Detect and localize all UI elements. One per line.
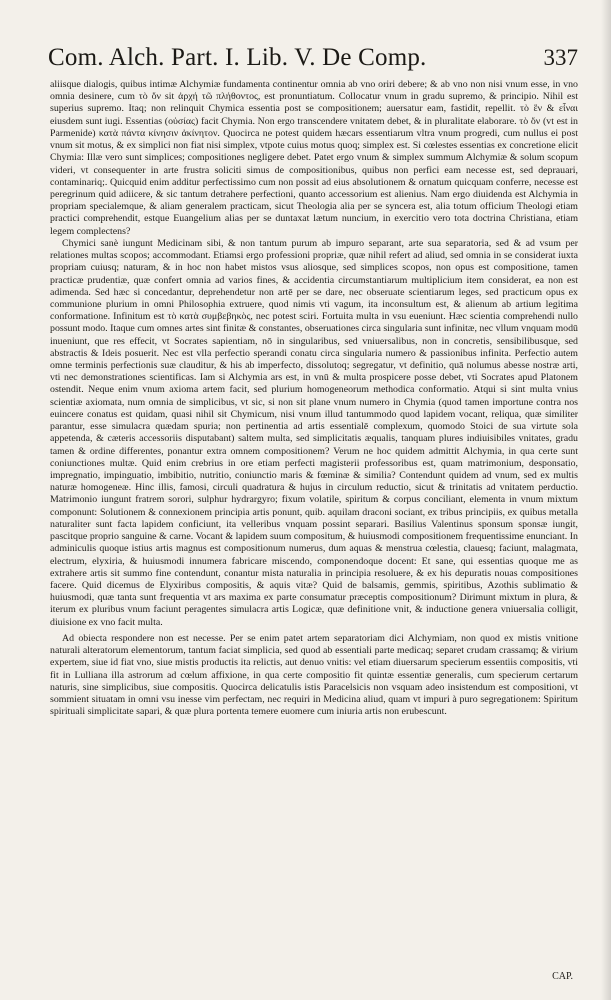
running-title: Com. Alch. Part. I. Lib. V. De Comp.	[48, 44, 427, 71]
paragraph: Ad obiecta respondere non est necesse. Per se enim patet artem separatoriam dici Alchymiam, non quod ex mistis vnitione naturali alteratorum elementorum, tantum faciat simplicia, sed quod ab essentiali parte medicaq; separet crudam crassamq; & virium expertem, siue id fiat vno, siue mistis productis ita relictis, aut denuo vnitis: vel etiam diuersarum specierum essentiis compositis, vti fit in Lulliana illa astrorum ad cœlum affixione, in qua certe compositio fit quintæ essentiæ generalis, cum specierum certarum naturis, sine simplicibus, siue compositis. Quocirca delicatulis istis Paracelsicis non vsquam adeo insistendum est compositioni, vt sommient situatam in omni vsu inesse vim perfectam, nec requiri in Medicina aliud, quam vt impuri à puro segregationem: Spiritum spirituali simplicitate sapari, & quæ plura portenta temere euomere cum iniuria artis non erubescunt.	[50, 632, 578, 718]
paragraph: aliisque dialogis, quibus intimæ Alchymiæ fundamenta continentur omnia ab vno oriri debere; & ab vno non nisi vnum esse, in vno omnia desinere, cum τὸ ὄν sit ἀρχή τῶ πλήθοντος, est pronuntiatum. Collocatur vnum in gradu supremo, & principio. Nihil est superius supremo. Itaq; non relinquit Chymica essentia post se compositionem; auersatur eam, fastidit, repellit. τὸ ἓν & εἶναι eiusdem sunt iugi. Essentias (οὐσίας) facit Chymia. Non ergo transcendere vnitatem debet, & in pluralitate elaborare. τὸ ὄν (vt est in Parmenide) κατὰ πάντα κίνησιν ἀκίνητον. Quocirca ne potest quidem hæcars essentiarum vltra vnum progredi, cum nullus ei post vnum sit motus, & ex simplici non fiat nisi simplex, vtpote cuius motus quoq; simplex est. Si cœlestes essentias ex concretione elicit Chymia: Illæ vero sunt simplices; compositiones negligere debet. Patet ergo vnum & simplex summum Alchymiæ & solum scopum videri, vt consequenter in arte frustra soliciti simus de compositionibus, quibus non perfici eam necesse est, sed deprauari, contaminariq;. Quicquid enim additur perfectissimo cum non possit ad eius absolutionem & ornatum quicquam conferre, necesse est peregrinum quid adiicere, & sic tantum detrahere perfectioni, quanto accessorium est alienius. Nam ergo diuidenda est Alchymia in propriam specialemque, & aliam generalem practicam, sicut Theologia alia per se syncera est, alia totum officium Theologi etiam practici comprehendit, estque Euangelium alias per se duntaxat lætum nuncium, in exercitio vero tota doctrina Christiana, etiam legem complectens?	[50, 79, 578, 237]
page-edge-shadow	[601, 0, 611, 1000]
running-header	[48, 44, 578, 74]
body-text	[50, 79, 578, 969]
catchword: CAP.	[552, 971, 573, 982]
paragraph: Chymici sanè iungunt Medicinam sibi, & non tantum purum ab impuro separant, arte sua separatoria, sed & ad vsum per relationes multas scopos; accommodant. Etiamsi ergo professioni propriæ, quæ nihil refert ad aliud, sed omnia in se considerat iuxta propriam cuiusq; naturam, & in hoc non habet mistos vsus aliosque, sed simplices scopos, non opus est compositione, tamen practicæ prudentiæ, quæ confert omnia ad varios fines, & accidentia circumstantiarum multiplicium item considerat, ea non est adimenda. Sed hæc si concedantur, deprehendetur non artē per se dare, nec obseruate scientiarum leges, sed practicum opus ex communione plurium in omni Philosophia extruere, quod nimis vti vagum, ita inconsultum est, & alienum ab artium legitima conformatione. Infinitum est τὸ κατὰ συμβεβηκὸς, nec potest sciri. Fortuita multa in vsu eueniunt. Hæc scientia comprehendi nullo possunt modo. Itaque cum omnes artes sint finitæ & constantes, obseruationes circa singularia sunt infinitæ, nec vllum vnquam modū inueniunt, que res effecit, vt Socrates sapientiam, nō in singularibus, sed vniuersalibus, non in concretis, sensibilibusque, sed abstractis & Ideis posuerit. Nec est vlla perfectio sperandi conatu circa singularia numero & passionibus infinita. Perfectio autem omne terminis perfectionis suæ clauditur, & his ab imperfecto, dissolutoq; segregatur, vt definitio, quā nolumus abesse nostræ arti, vti nec demonstrationes scientificas. Iam si Alchymia ars est, in vnū & multa prospicere posse debet, vti Socrates apud Platonem ostendit. Neque enim vnum axioma artem facit, sed plurium homogeneorum methodica conformatio. Atqui si sint multa vnius scientiæ axiomata, num omnia de simplicibus, vt sic, si non sit plane vnum numero in Chymia (quod tamen importune contra nos euincere conatus est quidam, quasi nihil sit Chymicum, nisi vnum illud tantummodo quod lapidem vocant, reliqua, quæ similiter parantur, esse simulacra quædam spuria; non pertinentia ad artis essentialē complexum, quomodo Stoici de sua virtute sola appetenda, & cæteris accessoriis disputabant) saltem multa, sed simplicitatis æqualis, tanquam plures indiuisibiles vnitates, gradu tamen & ordine differentes, ponantur extra omnem compositionem? Verum ne hoc quidem admittit Alchymia, in qua certe sunt coniunctiones multæ. Quid enim crebrius in ore etiam perfecti magisterii professoribus est, quam matrimonium, desponsatio, impregnatio, impinguatio, imbibitio, nutritio, coniunctio maris & fœminæ & similia? Contendunt quidem ad vnum, sed ex multis naturæ homogeneæ. Hinc illis, famosi, circuli quadratura & hujus in circulum reductio, sicut & trinitatis ad vnitatem perductio. Matrimonio iungunt fratrem sorori, sulphur hydrargyro; fixum volatile, spiritum & corpus conciliant, elementa in vnum mixtum componunt: Solutionem & connexionem principia artis ponunt, quib. aquilam draconi sociant, ex tribus principiis, ex quibus metalla naturaliter sunt facta lapidem conficiunt, ita velleribus vnquam possint separari. Basilius Valentinus sponsum sponsæ iungit, pascitque proprio sanguine & carne. Vocant & lapidem suum compositum, & huiusmodi compositionem frequentissime enunciant. In adminiculis quoque istius artis magnus est compositionum numerus, dum aquas & menstrua cœlestia, clauesq; faciunt, malagmata, electrum, elyxiria, & huiusmodi innumera fabricare miscendo, componendoque docent: Et sane, qui essentias quoque me as extrahere artis sit summo fine contendunt, conantur mista naturalia in principia resoluere, & ex his depuratis nouas compositiones facere. Quid dicemus de Elyxiribus compositis, & aquis vitæ? Quid de balsamis, gemmis, spiritibus, Azothis sublimatio & huiusmodi, quæ tanta sunt frequentia vt ars maxima ex parte consumatur præceptis compositionum? Dirimunt mixtum in plura, & iterum ex pluribus vnum faciunt peragentes simulacra artis Logicæ, quæ definitione vnit, & inductione genera vniuersalia colligit, diuisione ex vno facit multa.	[50, 237, 578, 628]
page-number: 337	[543, 45, 578, 70]
